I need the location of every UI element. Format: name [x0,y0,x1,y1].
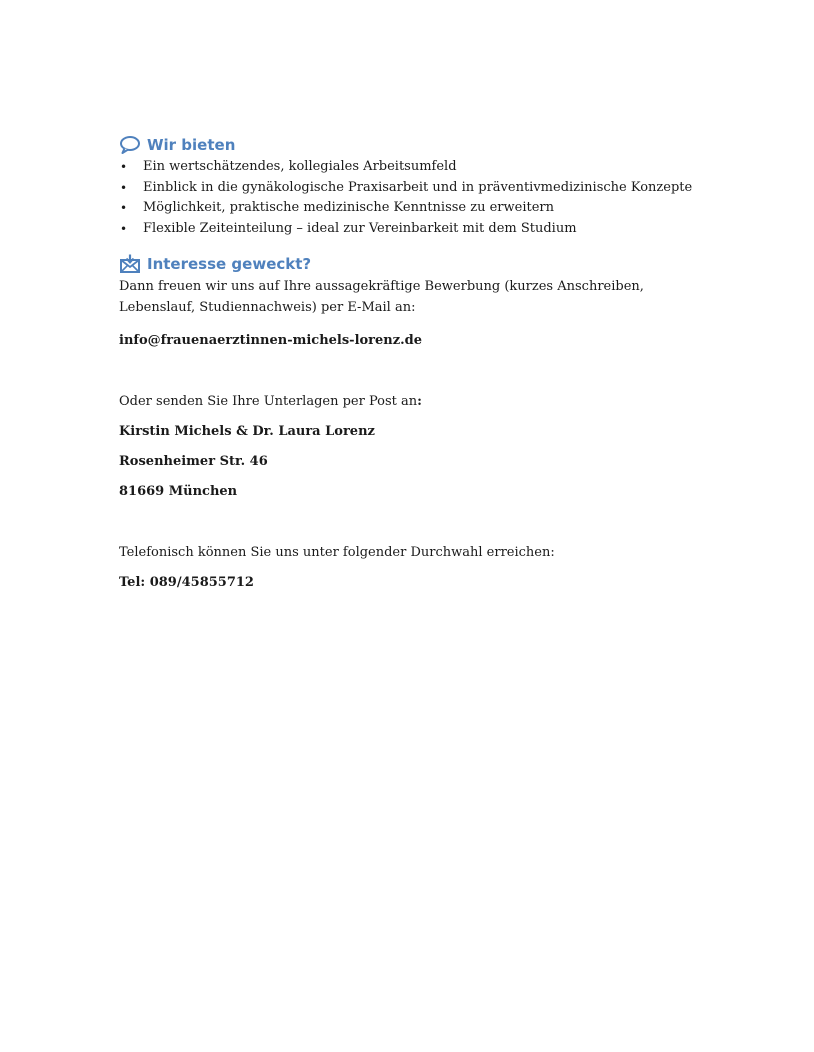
list-item-text: Einblick in die gynäkologische Praxisarbeit und in präventivmedizinische Konzepte [143,179,693,195]
interest-section [119,253,719,593]
phone-number[interactable]: Tel: 089/45855712 [119,575,254,590]
post-intro-colon: : [417,394,422,409]
offers-heading [119,134,719,156]
envelope-download-icon [119,254,141,274]
address-city: 81669 München [119,484,238,499]
list-item [119,198,719,219]
offers-list [119,157,719,239]
interest-heading-text: Interesse geweckt? [147,255,312,273]
bullet-icon: • [120,180,128,195]
list-item-text: Flexible Zeiteinteilung – ideal zur Vereinbarkeit mit dem Studium [143,220,577,236]
offers-heading-text: Wir bieten [147,136,236,154]
list-item-text: Möglichkeit, praktische medizinische Kenntnisse zu erweitern [143,200,554,215]
list-item [119,219,719,240]
email-address[interactable]: info@frauenaerztinnen-michels-lorenz.de [119,333,423,348]
bullet-icon: • [120,160,128,174]
list-item-text: Ein wertschätzendes, kollegiales Arbeitsumfeld [143,159,457,174]
address-name: Kirstin Michels & Dr. Laura Lorenz [119,424,375,439]
interest-heading [119,253,719,275]
offers-section [119,134,719,239]
speech-bubble-icon [119,135,141,155]
phone-intro: Telefonisch können Sie uns unter folgender Durchwahl erreichen: [119,545,555,560]
bullet-icon: • [120,201,128,215]
bullet-icon: • [120,221,128,236]
address-street: Rosenheimer Str. 46 [119,454,268,469]
list-item [119,157,719,178]
list-item [119,178,719,199]
document-page [119,134,719,593]
application-intro: Dann freuen wir uns auf Ihre aussagekräftige Bewerbung (kurzes Anschreiben, Lebenslauf, Studiennachweis) per E-Mail an: [119,279,644,315]
post-intro-text: Oder senden Sie Ihre Unterlagen per Post an [119,394,418,409]
post-intro [119,392,719,412]
